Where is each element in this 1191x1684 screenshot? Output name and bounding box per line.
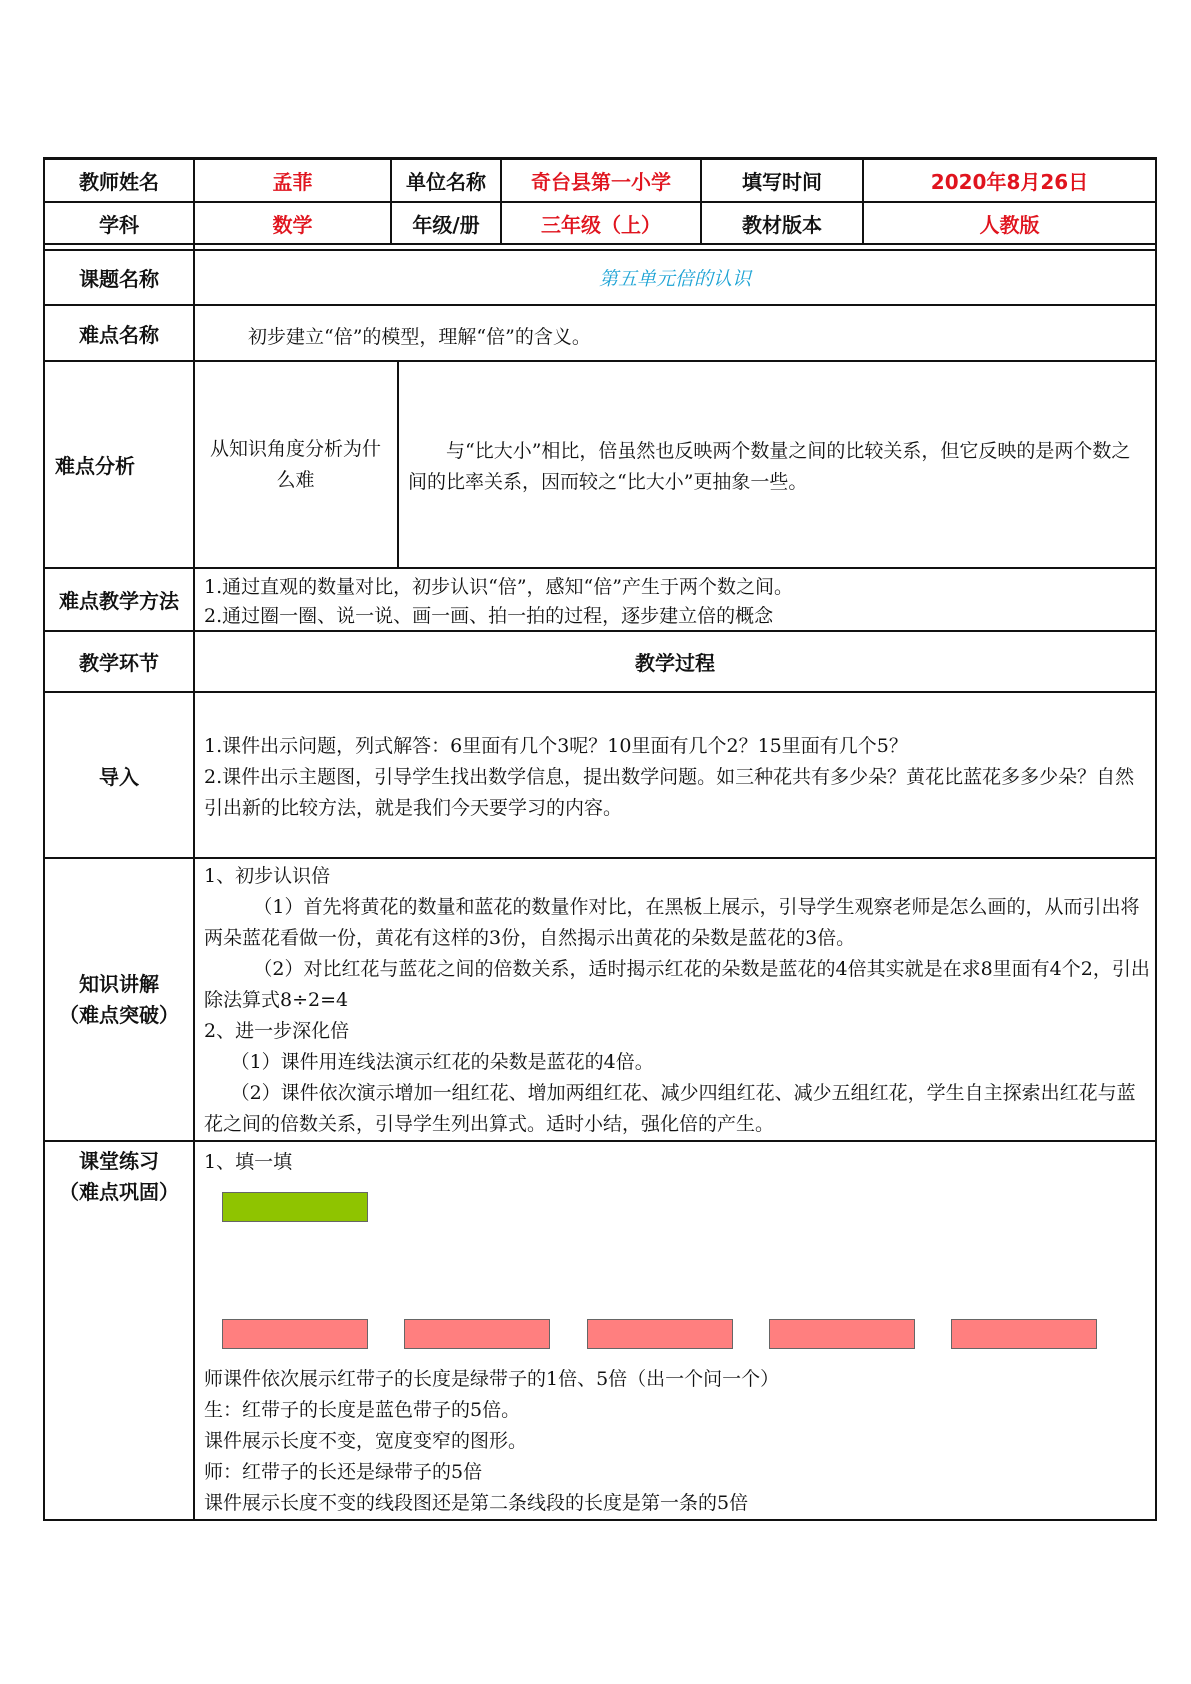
practice-line: 课件展示长度不变的线段图还是第二条线段的长度是第一条的5倍: [204, 1492, 749, 1514]
knowledge-lines: [204, 861, 1152, 1140]
practice-label-sub: （难点巩固）: [59, 1180, 179, 1204]
subject-value: 数学: [272, 212, 313, 237]
red-ribbon-bar: [951, 1319, 1097, 1349]
teacher-name-value: 孟菲: [272, 170, 313, 194]
analysis-sub-label: 从知识角度分析为什么难: [209, 437, 381, 491]
method-line: 2.通过圈一圈、说一说、画一画、拍一拍的过程，逐步建立倍的概念: [204, 605, 774, 627]
knowledge-label: 知识讲解: [79, 971, 159, 996]
practice-heading: 1、填一填: [204, 1151, 293, 1173]
practice-lines: [204, 1364, 1152, 1519]
knowledge-label-cell: [45, 859, 193, 1140]
subject-label: 学科: [99, 212, 139, 237]
grade-value: 三年级（上）: [541, 212, 661, 237]
practice-line: 师课件依次展示红带子的长度是绿带子的1倍、5倍（出一个问一个）: [204, 1368, 780, 1390]
teacher-name-label: 教师姓名: [79, 170, 159, 194]
edition-value: 人教版: [979, 212, 1040, 237]
knowledge-line: 1、初步认识倍: [204, 865, 331, 887]
practice-line: 课件展示长度不变，宽度变窄的图形。: [204, 1430, 528, 1452]
knowledge-line: （1）首先将黄花的数量和蓝花的数量作对比，在黑板上展示，引导学生观察老师是怎么画的，从而引出将两朵蓝花看做一份，黄花有这样的3份，自然揭示出黄花的朵数是蓝花的3倍。: [204, 896, 1140, 949]
intro-line: 2.课件出示主题图，引导学生找出数学信息，提出数学问题。如三种花共有多少朵？黄花比蓝花多多少朵？自然引出新的比较方法，就是我们今天要学习的内容。: [204, 766, 1135, 819]
topic-value: 第五单元倍的认识: [598, 268, 751, 290]
practice-label-cell: [45, 1146, 193, 1208]
red-ribbon-bar: [222, 1319, 368, 1349]
practice-label: 课堂练习: [79, 1149, 159, 1173]
analysis-label: 难点分析: [55, 454, 135, 478]
unit-name-value: 奇台县第一小学: [531, 170, 671, 194]
fill-date-label: 填写时间: [742, 170, 822, 194]
edition-label: 教材版本: [742, 212, 822, 237]
red-ribbon-bar: [587, 1319, 733, 1349]
topic-label: 课题名称: [79, 267, 159, 291]
red-ribbon-bar: [404, 1319, 550, 1349]
knowledge-line: （1）课件用连线法演示红花的朵数是蓝花的4倍。: [230, 1051, 654, 1073]
fill-date-value: 2020年8月26日: [930, 170, 1089, 194]
intro-label: 导入: [99, 764, 139, 789]
intro-line: 1.课件出示问题，列式解答：6里面有几个3呢？10里面有几个2？15里面有几个5？: [204, 735, 908, 757]
method-lines: [204, 573, 1152, 631]
difficulty-label: 难点名称: [79, 322, 159, 347]
practice-line: 生：红带子的长度是蓝色带子的5倍。: [204, 1399, 521, 1421]
knowledge-line: （2）对比红花与蓝花之间的倍数关系，适时揭示红花的朵数是蓝花的4倍其实就是在求8里面有4个2，引出除法算式8÷2=4: [204, 958, 1150, 1011]
grade-label: 年级/册: [412, 212, 480, 237]
green-ribbon-bar: [222, 1192, 368, 1222]
red-ribbon-bar: [769, 1319, 915, 1349]
unit-name-label: 单位名称: [406, 170, 486, 194]
knowledge-line: 2、进一步深化倍: [204, 1020, 350, 1042]
practice-line: 师：红带子的长还是绿带子的5倍: [204, 1461, 483, 1483]
analysis-text: 与“比大小”相比，倍虽然也反映两个数量之间的比较关系，但它反映的是两个数之间的比率关系，因而较之“比大小”更抽象一些。: [408, 440, 1131, 493]
knowledge-label-sub: （难点突破）: [59, 1002, 179, 1027]
method-label: 难点教学方法: [59, 589, 179, 613]
method-line: 1.通过直观的数量对比，初步认识“倍”，感知“倍”产生于两个数之间。: [204, 576, 793, 598]
knowledge-line: （2）课件依次演示增加一组红花、增加两组红花、减少四组红花、减少五组红花，学生自主探索出红花与蓝花之间的倍数关系，引导学生列出算式。适时小结，强化倍的产生。: [204, 1082, 1136, 1135]
difficulty-value: 初步建立“倍”的模型，理解“倍”的含义。: [248, 326, 591, 348]
process-title: 教学过程: [635, 651, 715, 675]
intro-lines: [204, 731, 1152, 824]
process-label: 教学环节: [79, 651, 159, 675]
